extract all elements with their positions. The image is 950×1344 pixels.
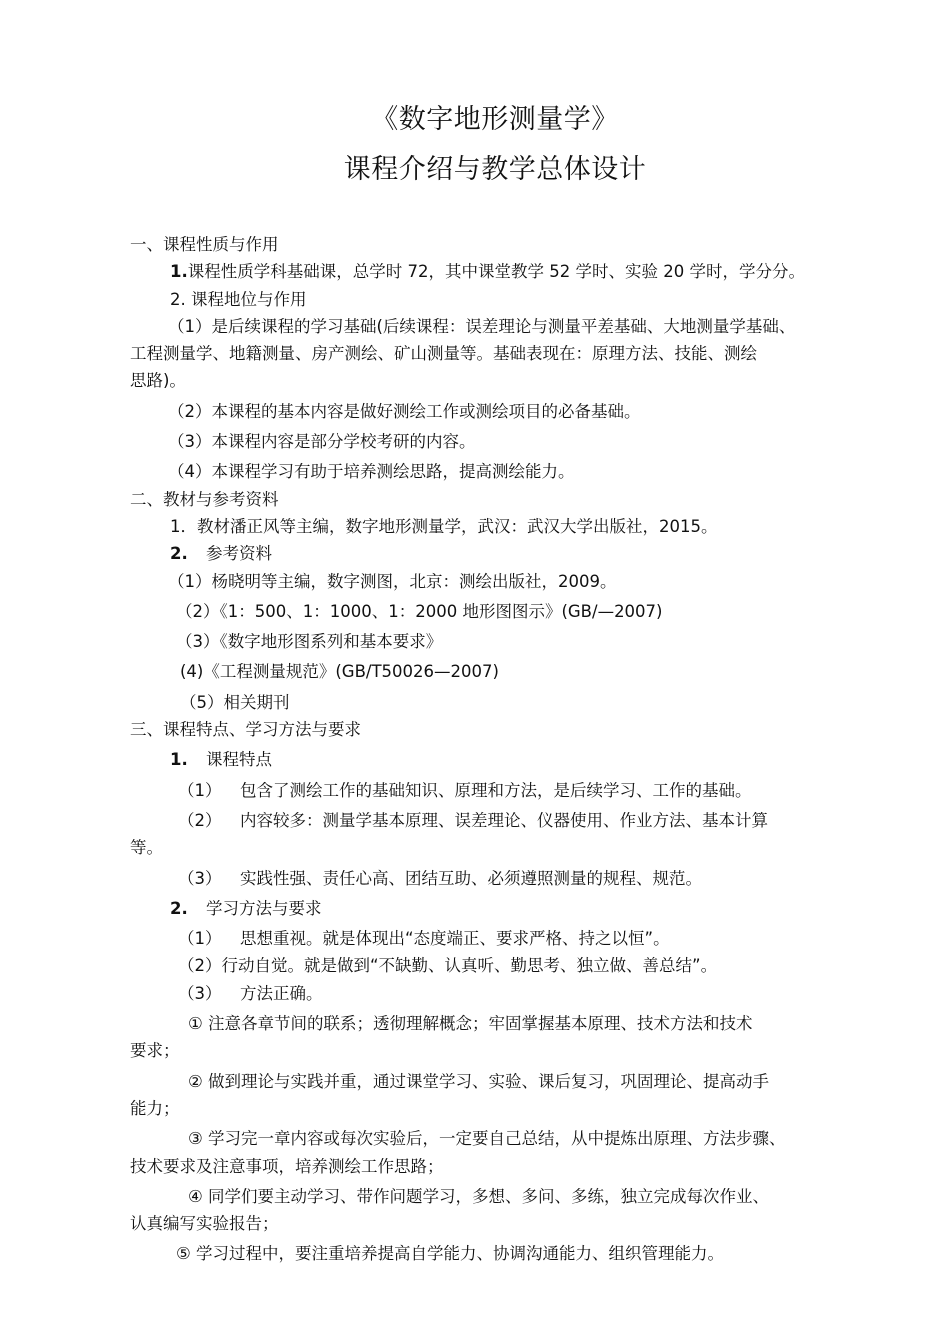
method-point-3-line-2: 技术要求及注意事项，培养测绘工作思路； — [130, 1156, 444, 1176]
section-heading-2: 二、教材与参考资料 — [130, 489, 279, 509]
feature-2-continued: 等。 — [130, 838, 163, 858]
paragraph-methods — [130, 895, 882, 922]
item-number: （3） — [178, 983, 222, 1003]
list-item-1-line-1: （1）是后续课程的学习基础(后续课程：误差理论与测量平差基础、大地测量学基础、 — [168, 316, 796, 336]
paragraph-text: 参考资料 — [206, 544, 272, 564]
reference-2: （2）《1：500、1：1000、1：2000 地形图图示》(GB/—2007) — [176, 601, 663, 621]
item-number: （1） — [178, 929, 222, 949]
item-text: 内容较多：测量学基本原理、误差理论、仪器使用、作业方法、基本计算 — [240, 810, 768, 830]
paragraph-text: 学习方法与要求 — [206, 898, 322, 918]
method-3 — [130, 980, 882, 1007]
item-text: 实践性强、责任心高、团结互助、必须遵照测量的规程、规范。 — [240, 868, 702, 888]
reference-5: （5）相关期刊 — [180, 692, 290, 712]
item-text: 方法正确。 — [240, 983, 323, 1003]
section-heading-3: 三、课程特点、学习方法与要求 — [130, 720, 361, 740]
document-body — [130, 231, 882, 1268]
paragraph-text: 课程特点 — [206, 750, 272, 770]
method-point-3-line-1: ③ 学习完一章内容或每次实验后，一定要自己总结，从中提炼出原理、方法步骤、 — [188, 1129, 786, 1149]
method-point-1-line-2: 要求； — [130, 1041, 180, 1061]
method-point-1-line-1: ① 注意各章节间的联系；透彻理解概念；牢固掌握基本原理、技术方法和技术 — [188, 1014, 753, 1034]
document-title: 《数字地形测量学》 — [371, 104, 619, 135]
item-number: （2） — [178, 810, 222, 830]
reference-3: （3）《数字地形图系列和基本要求》 — [176, 632, 443, 652]
list-item-1-line-2: 工程测量学、地籍测量、房产测绘、矿山测量等。基础表现在：原理方法、技能、测绘 — [130, 344, 757, 364]
feature-2 — [130, 807, 882, 834]
paragraph-course-role: 2. 课程地位与作用 — [170, 289, 307, 309]
item-number: 2. — [170, 898, 188, 918]
method-point-5: ⑤ 学习过程中，要注重培养提高自学能力、协调沟通能力、组织管理能力。 — [176, 1244, 725, 1264]
item-number: （1） — [178, 780, 222, 800]
item-text: 包含了测绘工作的基础知识、原理和方法，是后续学习、工作的基础。 — [240, 780, 752, 800]
list-item-4: （4）本课程学习有助于培养测绘思路，提高测绘能力。 — [168, 462, 575, 482]
list-item-3: （3）本课程内容是部分学校考研的内容。 — [168, 432, 476, 452]
item-number: 1. — [170, 262, 188, 282]
method-2: （2）行动自觉。就是做到“不缺勤、认真听、勤思考、独立做、善总结”。 — [178, 956, 718, 976]
paragraph-features — [130, 746, 882, 773]
list-item-2: （2）本课程的基本内容是做好测绘工作或测绘项目的必备基础。 — [168, 401, 641, 421]
reference-1: （1）杨晓明等主编，数字测图，北京：测绘出版社，2009。 — [168, 571, 617, 591]
reference-4: (4)《工程测量规范》(GB/T50026—2007) — [180, 662, 499, 682]
section-heading-1: 一、课程性质与作用 — [130, 235, 279, 254]
item-number: 1. — [170, 750, 188, 770]
item-number: 2. — [170, 544, 188, 564]
feature-3 — [130, 865, 882, 892]
method-point-2-line-1: ② 做到理论与实践并重，通过课堂学习、实验、课后复习，巩固理论、提高动手 — [188, 1071, 770, 1091]
list-item-1-line-3: 思路)。 — [130, 371, 186, 391]
method-point-4-line-2: 认真编写实验报告； — [130, 1214, 279, 1234]
paragraph-course-nature — [130, 258, 882, 285]
document-subtitle: 课程介绍与教学总体设计 — [343, 154, 647, 185]
item-text: 思想重视。就是体现出“态度端正、要求严格、持之以恒”。 — [240, 929, 670, 949]
method-1 — [130, 925, 882, 952]
paragraph-textbook: 1．教材潘正风等主编，数字地形测量学，武汉：武汉大学出版社，2015。 — [170, 516, 718, 536]
method-point-4-line-1: ④ 同学们要主动学习、带作问题学习，多想、多问、多练，独立完成每次作业、 — [188, 1186, 770, 1206]
paragraph-text: 课程性质学科基础课，总学时 72，其中课堂教学 52 学时、实验 20 学时，学分分。 — [187, 262, 805, 282]
item-number: （3） — [178, 868, 222, 888]
method-point-2-line-2: 能力； — [130, 1098, 180, 1118]
feature-1 — [130, 777, 882, 804]
paragraph-references — [130, 540, 882, 567]
